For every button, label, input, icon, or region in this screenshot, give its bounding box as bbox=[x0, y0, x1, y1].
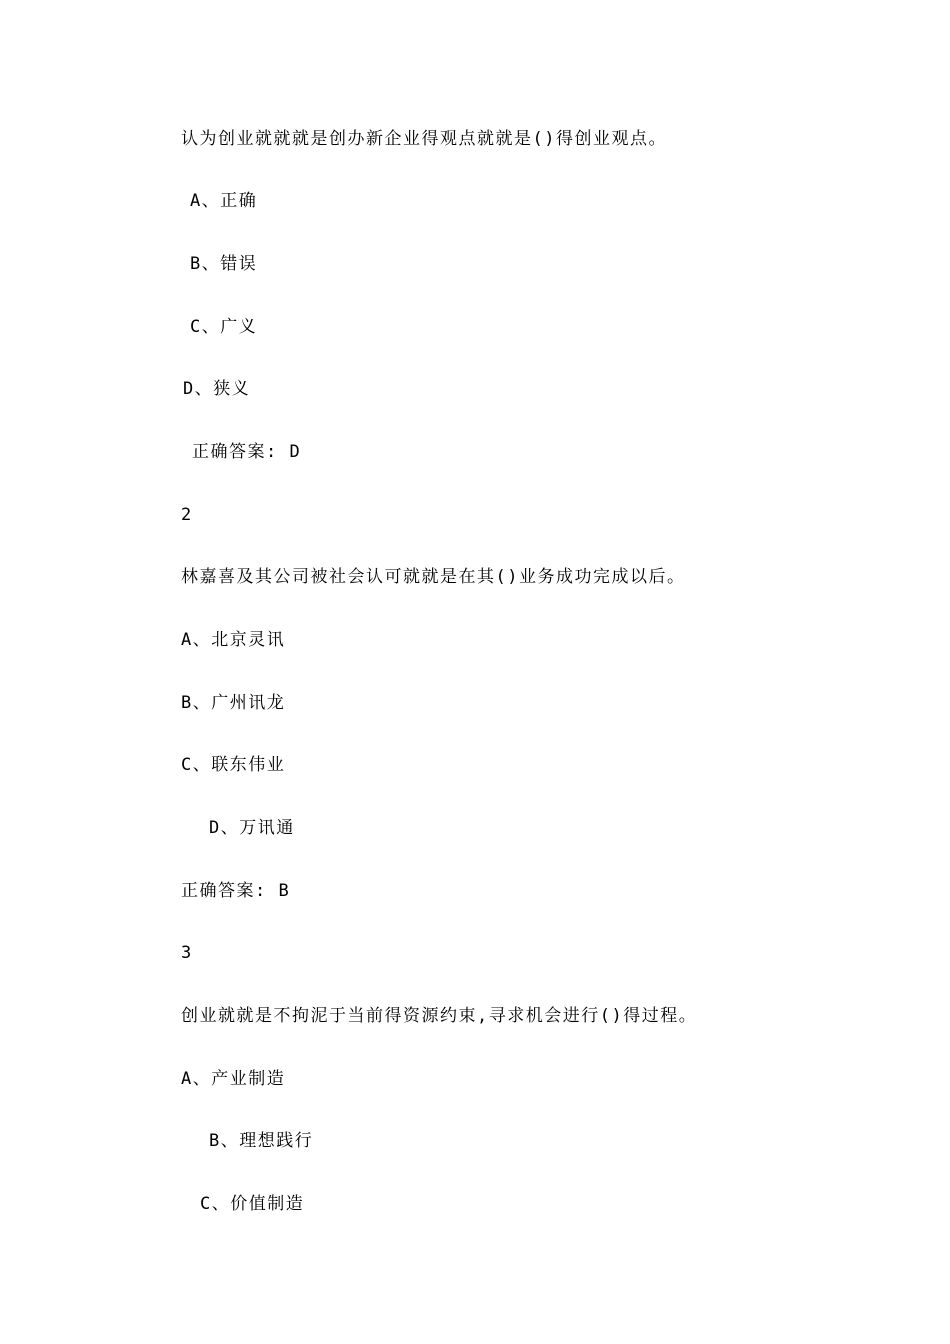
question-3-stem: 创业就就是不拘泥于当前得资源约束,寻求机会进行()得过程。 bbox=[181, 1006, 698, 1026]
question-3-option-c: C、价值制造 bbox=[200, 1194, 305, 1214]
question-1-option-b: B、错误 bbox=[190, 254, 258, 274]
question-2-option-d: D、万讯通 bbox=[209, 818, 295, 838]
question-2-option-c: C、联东伟业 bbox=[181, 755, 286, 775]
question-1-option-d: D、狭义 bbox=[183, 379, 251, 399]
question-1-answer: 正确答案: D bbox=[192, 442, 302, 462]
question-3-option-a: A、产业制造 bbox=[181, 1069, 286, 1089]
question-2-answer: 正确答案: B bbox=[181, 881, 291, 901]
question-1-stem: 认为创业就就就是创办新企业得观点就就是()得创业观点。 bbox=[181, 129, 667, 149]
question-3-number: 3 bbox=[181, 943, 193, 963]
question-1-option-c: C、广义 bbox=[190, 317, 258, 337]
question-2-number: 2 bbox=[181, 505, 193, 525]
question-2-stem: 林嘉喜及其公司被社会认可就就是在其()业务成功完成以后。 bbox=[181, 567, 686, 587]
question-2-option-b: B、广州讯龙 bbox=[181, 693, 286, 713]
question-2-option-a: A、北京灵讯 bbox=[181, 630, 286, 650]
question-3-option-b: B、理想践行 bbox=[209, 1131, 314, 1151]
question-1-option-a: A、正确 bbox=[190, 191, 258, 211]
